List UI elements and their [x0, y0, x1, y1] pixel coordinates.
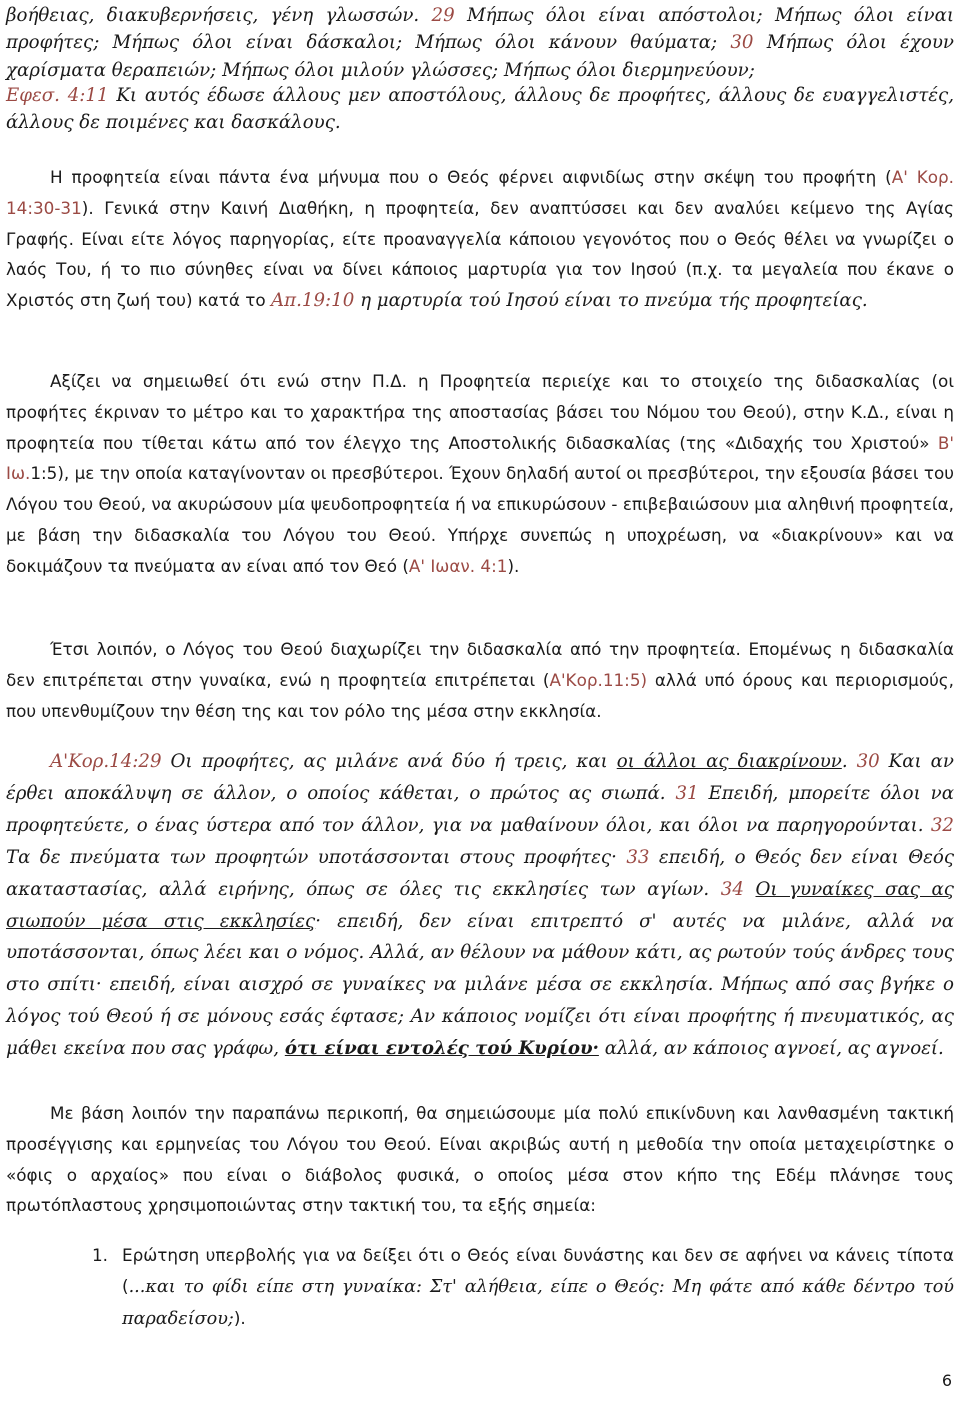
paragraph-corinthians-14 — [6, 746, 954, 1065]
verse-text: Τα δε πνεύματα των προφητών υποτάσσονται στους προφήτες· — [6, 846, 627, 868]
verse-text: · επειδή, δεν είναι επιτρεπτό σ' αυτές να μιλάνε, αλλά να υποτάσσονται, όπως λέει και ο νόμος. Αλλά, αν θέλουν να μάθουν κάτι, ας ρωτούν τούς άνδρες τους στο σπίτι· επειδή, είναι αισχρό σε γυναίκες να μιλάνε μέσα σε εκκλησία. Μήπως από σας βγήκε ο λόγος τού Θεού ή σε μόνους εσάς έφτασε; Αν κάποιος νομίζει ότι είναι προφήτης ή πνευματικός, ας μάθει εκείνα που σας γράφω, — [6, 910, 954, 1060]
body-text: Με βάση λοιπόν την παραπάνω περικοπή, θα σημειώσουμε μία πολύ επικίνδυνη και λανθασμένη τακτική προσέγγισης και ερμηνείας του Λόγου του Θεού. Είναι ακριβώς αυτή η μεθοδία την οποία μεταχειρίστηκε ο «όφις ο αρχαίος» που είναι ο διάβολος φυσικά, ο οποίος μέσα στον κήπο της Εδέμ πλάνησε τους πρωτόπλαστους χρησιμοποιώντας στην τακτική του, τα εξής σημεία: — [6, 1103, 954, 1216]
scripture-reference: Εφεσ. 4:11 — [6, 85, 109, 106]
paragraph-dangerous-tactic — [6, 1098, 954, 1221]
body-text: Αξίζει να σημειωθεί ότι ενώ στην Π.Δ. η Προφητεία περιείχε και το στοιχείο της διδασκαλίας (οι προφήτες έκριναν το μέτρο και το χαρακτήρα της αποστασίας βάσει του Νόμου του Θεού), στην Κ.Δ., είναι η προφητεία που τίθεται κάτω από τον έλεγχο της Αποστολικής διδασκαλίας (της «Διδαχής του Χριστού» — [6, 371, 954, 453]
body-text: ). Γενικά στην Καινή Διαθήκη, η προφητεία, δεν αναπτύσσει και δεν αναλύει κείμενο της Αγίας Γραφής. Είναι είτε λόγος παρηγορίας, είτε προαναγγελία κάποιου γεγονότος που ο Θεός θέλει να γνωρίζει ο λαός Του, ή το πιο σύνηθες είναι να δίνει κάποιος μαρτυρία για τον Ιησού (π.χ. τα μεγαλεία που έκανε ο Χριστός στη ζωή του) κατά το — [6, 197, 954, 311]
verse-number: 30 — [856, 751, 880, 772]
verse-number: 34 — [720, 878, 744, 900]
scripture-reference: Α' Κορ. 14:30-31 — [6, 167, 955, 218]
verse-text: επειδή, ο Θεός δεν είναι Θεός ακαταστασίας, αλλά ειρήνης, όπως σε όλες τις εκκλησίες των αγίων. — [6, 846, 955, 900]
verse-text: η μαρτυρία τού Ιησού είναι το πνεύμα τής προφητείας. — [354, 290, 868, 312]
verse-text: Κι αυτός έδωσε άλλους μεν αποστόλους, άλλους δε προφήτες, άλλους δε ευαγγελιστές, άλλους δε ποιμένες και δασκάλους. — [6, 85, 954, 134]
verse-text — [744, 879, 756, 900]
list-item — [122, 1240, 954, 1334]
list-item-quote: ...και το φίδι είπε στη γυναίκα: Στ' αλήθεια, είπε ο Θεός: Μη φάτε από κάθε δέντρο τού παραδείσου; — [122, 1276, 954, 1329]
verse-number: 32 — [930, 814, 954, 836]
scripture-reference: Β' Ιω. — [6, 432, 954, 484]
underlined-verse-text: Οι γυναίκες σας ας σιωπούν μέσα στις εκκλησίες — [6, 878, 954, 932]
list-number: 1. — [92, 1245, 109, 1265]
paragraph-old-new-testament — [6, 366, 954, 582]
verse-text: Μήπως όλοι είναι απόστολοι; Μήπως όλοι είναι προφήτες; Μήπως όλοι είναι δάσκαλοι; Μήπως όλοι κάνουν θαύματα; — [6, 5, 954, 54]
scripture-reference: Α' Ιωαν. 4:1 — [408, 555, 508, 576]
paragraph-teaching-vs-prophecy — [6, 634, 954, 726]
page-number: 6 — [941, 1371, 952, 1390]
verse-text: Επειδή, μπορείτε όλοι να προφητεύετε, ο ένας ύστερα από τον άλλον, για να μαθαίνουν όλοι, και όλοι να παρηγορούνται. — [6, 782, 954, 836]
list-item-text: ). — [233, 1307, 246, 1328]
verse-text: βοήθειας, διακυβερνήσεις, γένη γλωσσών. — [6, 5, 432, 26]
body-text: Έτσι λοιπόν, ο Λόγος του Θεού διαχωρίζει την διδασκαλία από την προφητεία. Επομένως η διδασκαλία δεν επιτρέπεται στην γυναίκα, ενώ η προφητεία επιτρέπεται ( — [6, 639, 954, 690]
paragraph-corinthians-12 — [6, 2, 954, 84]
verse-number: 30 — [730, 32, 754, 54]
list-item-text: Ερώτηση υπερβολής για να δείξει ότι ο Θεός είναι δυνάστης και δεν σε αφήνει να κάνεις τίποτα ( — [122, 1245, 954, 1296]
verse-number: 33 — [626, 846, 650, 868]
verse-text: Μήπως όλοι έχουν χαρίσματα θεραπειών; Μήπως όλοι μιλούν γλώσσες; Μήπως όλοι διερμηνεύουν; — [6, 32, 954, 81]
paragraph-ephesians — [6, 82, 954, 137]
scripture-reference: Απ.19:10 — [271, 290, 355, 312]
verse-text: αλλά, αν κάποιος αγνοεί, ας αγνοεί. — [598, 1038, 944, 1060]
verse-text: Και αν έρθει αποκάλυψη σε άλλον, ο οποίος κάθεται, ο πρώτος ας σιωπά. — [6, 751, 954, 804]
body-text: 1:5), με την οποία καταγίνονταν οι πρεσβύτεροι. Έχουν δηλαδή αυτοί οι πρεσβύτεροι, την εξουσία βάσει του Λόγου του Θεού, να ακυρώσουν μία ψευδοπροφητεία ή να επικυρώσουν - επιβεβαιώσουν μια αληθινή προφητεία, με βάση την διδασκαλία του Λόγου του Θεού. Υπήρχε συνεπώς η υποχρέωση, να «διακρίνουν» και να δοκιμάζουν τα πνεύματα αν είναι από τον Θεό ( — [6, 463, 954, 576]
verse-text: Οι προφήτες, ας μιλάνε ανά δύο ή τρεις, και — [161, 751, 617, 772]
scripture-reference: Α'Κορ.14:29 — [50, 751, 162, 772]
verse-text: . — [841, 751, 857, 772]
numbered-list — [92, 1240, 954, 1334]
underlined-verse-text: οι άλλοι ας διακρίνουν — [616, 751, 842, 772]
body-text: αλλά υπό όρους και περιορισμούς, που υπενθυμίζουν την θέση της και τον ρόλο της μέσα στην εκκλησία. — [6, 669, 954, 721]
verse-number: 31 — [675, 782, 699, 804]
body-text: ). — [507, 555, 520, 576]
bold-underlined-verse-text: ότι είναι εντολές τού Κυρίου· — [284, 1038, 599, 1060]
verse-number: 29 — [431, 5, 455, 26]
body-text: Η προφητεία είναι πάντα ένα μήνυμα που ο Θεός φέρνει αιφνιδίως στην σκέψη του προφήτη ( — [50, 167, 892, 187]
scripture-reference: Α'Κορ.11:5) — [549, 669, 648, 690]
paragraph-prophecy-definition — [6, 162, 954, 316]
